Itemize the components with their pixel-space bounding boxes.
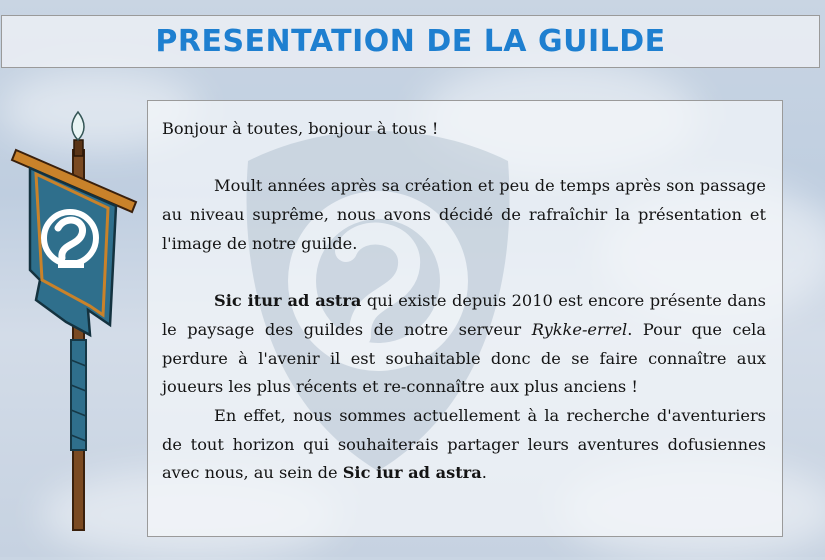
paragraph-3: En effet, nous sommes actuellement à la recherche d'aventuriers de tout horizon qui souhaiterais partager leurs aventures dofusiennes avec nous, au sein de Sic iur ad astra. xyxy=(162,406,766,483)
title-bar xyxy=(1,15,820,68)
page-title: PRESENTATION DE LA GUILDE xyxy=(155,24,666,59)
greeting: Bonjour à toutes, bonjour à tous ! xyxy=(162,119,439,138)
paragraph-1: Moult années après sa création et peu de temps après son passage au niveau suprême, nous avons décidé de rafraîchir la présentation et l'image de notre guilde. xyxy=(162,176,766,253)
presentation-text xyxy=(162,115,766,488)
server-name: Rykke-errel xyxy=(531,319,628,339)
paragraph-2: Sic itur ad astra qui existe depuis 2010 est encore présente dans le paysage des guildes de notre serveur Rykke-errel. Pour que cela perdure à l'avenir il est souhaitable donc de se faire connaître aux joueurs les plus récents et re-connaître aux plus anciens ! xyxy=(162,291,766,397)
guild-name: Sic itur ad astra xyxy=(214,291,362,311)
content-box xyxy=(147,100,783,537)
guild-name: Sic iur ad astra xyxy=(342,463,482,483)
guild-banner-icon xyxy=(8,110,148,535)
